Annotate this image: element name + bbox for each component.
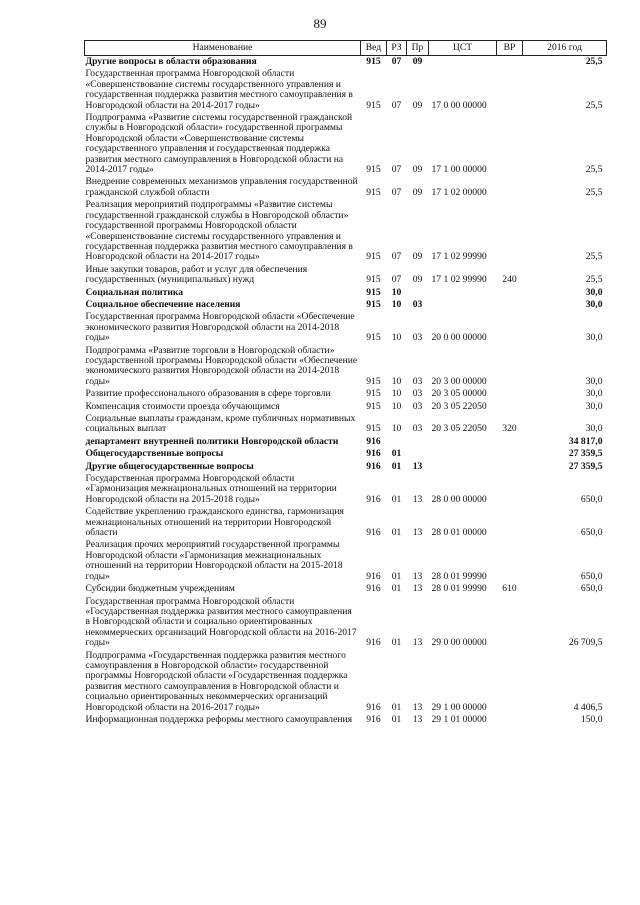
table-row <box>85 583 607 595</box>
budget-table <box>84 40 607 726</box>
cell-ved: 915 <box>366 251 381 263</box>
table-row <box>85 650 607 714</box>
cell-cst: 20 3 05 22050 <box>431 423 487 435</box>
cell-rz: 01 <box>391 527 402 539</box>
cell-rz: 01 <box>391 713 402 725</box>
cell-cst: 20 3 05 22050 <box>431 400 487 412</box>
cell-pr: 03 <box>412 298 423 310</box>
cell-rz: 10 <box>391 332 402 344</box>
cell-sum: 30,0 <box>585 332 603 344</box>
cell-pr: 13 <box>412 493 423 505</box>
cell-vr <box>497 299 523 311</box>
table-row <box>85 436 607 448</box>
cell-vr <box>497 539 523 583</box>
cell-rz: 10 <box>391 375 402 387</box>
cell-ved: 916 <box>366 435 381 447</box>
cell-name: Другие вопросы в области образования <box>85 56 257 67</box>
cell-name: Субсидии бюджетным учреждениям <box>85 583 235 595</box>
table-row <box>85 287 607 299</box>
header-pr: Пр <box>407 41 429 56</box>
cell-pr: 09 <box>412 99 423 111</box>
cell-rz: 07 <box>391 56 402 67</box>
cell-pr: 09 <box>412 164 423 176</box>
table-row <box>85 413 607 436</box>
cell-ved: 916 <box>366 583 381 595</box>
cell-name: Реализация прочих мероприятий государственной программы Новгородской области «Гармонизация межнациональных отношений на территории Новгородской области на 2015-2018 годы» <box>85 539 343 582</box>
cell-vr <box>497 311 523 344</box>
cell-sum: 650,0 <box>580 583 603 595</box>
cell-cst: 20 3 05 00000 <box>431 388 487 400</box>
cell-vr <box>497 112 523 176</box>
table-row <box>85 112 607 176</box>
cell-pr <box>407 436 429 448</box>
cell-name: Общегосударственные вопросы <box>85 448 224 460</box>
cell-pr: 13 <box>412 637 423 649</box>
cell-ved: 916 <box>366 701 381 713</box>
cell-pr: 13 <box>412 583 423 595</box>
cell-pr: 03 <box>412 332 423 344</box>
cell-rz: 01 <box>391 637 402 649</box>
cell-ved: 915 <box>366 286 381 298</box>
cell-ved: 916 <box>366 493 381 505</box>
cell-sum: 25,5 <box>585 99 603 111</box>
cell-cst <box>429 56 497 69</box>
cell-cst <box>429 299 497 311</box>
cell-sum: 25,5 <box>585 56 603 67</box>
cell-name: Содействие укреплению гражданского единства, гармонизация межнациональных отношений на территории Новгородской области <box>85 506 344 539</box>
cell-rz: 01 <box>391 570 402 582</box>
cell-sum: 34 817,0 <box>568 435 603 447</box>
cell-cst: 17 1 02 99990 <box>431 251 487 263</box>
cell-name: Социальные выплаты гражданам, кроме публичных нормативных социальных выплат <box>85 413 356 435</box>
cell-sum: 150,0 <box>580 713 603 725</box>
cell-ved: 916 <box>366 448 381 460</box>
cell-sum: 30,0 <box>585 375 603 387</box>
cell-pr: 03 <box>412 388 423 400</box>
cell-pr: 03 <box>412 423 423 435</box>
cell-rz: 01 <box>391 460 402 472</box>
cell-pr: 13 <box>412 713 423 725</box>
cell-ved: 915 <box>366 298 381 310</box>
cell-sum: 25,5 <box>585 164 603 176</box>
cell-cst <box>429 436 497 448</box>
cell-ved: 915 <box>366 56 381 67</box>
cell-vr <box>497 596 523 650</box>
cell-vr <box>497 345 523 389</box>
cell-rz: 07 <box>391 186 402 198</box>
cell-vr <box>497 287 523 299</box>
cell-rz: 10 <box>391 423 402 435</box>
cell-vr <box>497 68 523 112</box>
cell-ved: 915 <box>366 186 381 198</box>
cell-ved: 915 <box>366 375 381 387</box>
table-row <box>85 461 607 473</box>
cell-pr: 09 <box>412 274 423 286</box>
cell-ved: 915 <box>366 400 381 412</box>
cell-cst: 17 1 00 00000 <box>431 164 487 176</box>
cell-cst: 17 0 00 00000 <box>431 99 487 111</box>
cell-cst: 29 1 01 00000 <box>431 713 487 725</box>
cell-pr: 09 <box>412 251 423 263</box>
cell-name: Компенсация стоимости проезда обучающимся <box>85 400 280 412</box>
cell-sum: 25,5 <box>585 274 603 286</box>
cell-pr <box>407 287 429 299</box>
header-name: Наименование <box>85 41 361 56</box>
cell-ved: 916 <box>366 637 381 649</box>
table-row <box>85 448 607 460</box>
table-row <box>85 345 607 389</box>
table-row <box>85 539 607 583</box>
cell-name: Государственная программа Новгородской области «Совершенствование системы государственного управления и государственная поддержка развития местного самоуправления в Новгородской области на 2014-2017 годы» <box>85 68 353 111</box>
cell-rz: 01 <box>391 701 402 713</box>
cell-vr <box>497 436 523 448</box>
cell-ved: 916 <box>366 570 381 582</box>
cell-cst: 17 1 02 99990 <box>431 274 487 286</box>
header-year: 2016 год <box>523 41 607 56</box>
table-row <box>85 596 607 650</box>
cell-sum: 650,0 <box>580 570 603 582</box>
cell-cst: 28 0 01 00000 <box>431 527 487 539</box>
cell-sum: 27 359,5 <box>568 448 603 460</box>
cell-pr: 09 <box>412 56 423 67</box>
table-row <box>85 199 607 263</box>
header-ved: Вед <box>361 41 387 56</box>
table-row <box>85 264 607 287</box>
cell-vr: 610 <box>502 583 517 595</box>
cell-cst <box>429 448 497 460</box>
cell-cst <box>429 287 497 299</box>
cell-rz: 07 <box>391 251 402 263</box>
cell-ved: 915 <box>366 423 381 435</box>
cell-name: Подпрограмма «Государственная поддержка развития местного самоуправления в Новгородской области» государственной программы Новгородской области «Государственная поддержка развития местного самоуправления в Новгородской области и социально ориентированных некоммерческих организаций Новгородской области на 2016-2017 годы» <box>85 649 348 713</box>
cell-name: Подпрограмма «Развитие системы государственной гражданской службы в Новгородской области» государственной программы Новгородской области «Совершенствование системы государственного управления и государственная поддержка развития местного самоуправления в Новгородской области на 2014-2017 годы» <box>85 112 353 176</box>
cell-ved: 915 <box>366 388 381 400</box>
table-row <box>85 68 607 112</box>
cell-vr: 240 <box>502 274 517 286</box>
cell-name: Развитие профессионального образования в сфере торговли <box>85 388 331 400</box>
cell-pr: 13 <box>412 527 423 539</box>
cell-cst: 28 0 00 00000 <box>431 493 487 505</box>
table-row <box>85 388 607 400</box>
cell-ved: 915 <box>366 332 381 344</box>
cell-vr <box>497 401 523 413</box>
cell-vr <box>497 56 523 69</box>
cell-rz: 10 <box>391 298 402 310</box>
cell-ved: 916 <box>366 527 381 539</box>
table-row <box>85 506 607 539</box>
cell-cst: 28 0 01 99990 <box>431 570 487 582</box>
cell-cst: 20 0 00 00000 <box>431 332 487 344</box>
cell-rz: 10 <box>391 400 402 412</box>
page-number: 89 <box>313 16 327 31</box>
cell-vr <box>497 388 523 400</box>
cell-sum: 30,0 <box>585 286 603 298</box>
cell-name: Государственная программа Новгородской области «Обеспечение экономического развития Новгородской области на 2014-2018 годы» <box>85 311 355 344</box>
cell-vr <box>497 506 523 539</box>
table-row <box>85 473 607 506</box>
table-row <box>85 714 607 726</box>
cell-vr <box>497 176 523 199</box>
cell-cst: 28 0 01 99990 <box>431 583 487 595</box>
cell-ved: 916 <box>366 460 381 472</box>
cell-rz: 01 <box>391 583 402 595</box>
cell-pr: 03 <box>412 375 423 387</box>
header-rz: РЗ <box>387 41 407 56</box>
cell-rz: 07 <box>391 274 402 286</box>
cell-name: Социальная политика <box>85 286 184 298</box>
cell-name: Государственная программа Новгородской области «Гармонизация межнациональных отношений на территории Новгородской области на 2015-2018 годы» <box>85 473 337 505</box>
cell-sum: 650,0 <box>580 527 603 539</box>
cell-rz: 10 <box>391 286 402 298</box>
cell-sum: 650,0 <box>580 493 603 505</box>
cell-ved: 915 <box>366 99 381 111</box>
cell-cst: 20 3 00 00000 <box>431 375 487 387</box>
table-header <box>85 41 607 56</box>
cell-rz: 07 <box>391 164 402 176</box>
cell-cst: 17 1 02 00000 <box>431 186 487 198</box>
cell-name: Информационная поддержка реформы местного самоуправления <box>85 713 353 725</box>
cell-ved: 915 <box>366 274 381 286</box>
cell-pr: 03 <box>412 400 423 412</box>
table-row <box>85 56 607 69</box>
cell-pr: 09 <box>412 186 423 198</box>
table-row <box>85 311 607 344</box>
cell-sum: 30,0 <box>585 388 603 400</box>
cell-sum: 4 406,5 <box>573 701 603 713</box>
cell-name: Подпрограмма «Развитие торговли в Новгородской области» государственной программы Новгородской области «Обеспечение экономического развития Новгородской области на 2014-2018 годы» <box>85 344 358 387</box>
cell-ved: 915 <box>366 164 381 176</box>
cell-rz: 01 <box>391 493 402 505</box>
cell-vr: 320 <box>502 423 517 435</box>
cell-cst: 29 1 00 00000 <box>431 701 487 713</box>
cell-vr <box>497 473 523 506</box>
cell-pr: 13 <box>412 570 423 582</box>
cell-vr <box>497 199 523 263</box>
cell-sum: 30,0 <box>585 423 603 435</box>
cell-vr <box>497 448 523 460</box>
cell-name: Внедрение современных механизмов управления государственной гражданской службой области <box>85 176 358 198</box>
cell-pr: 13 <box>412 701 423 713</box>
table-row <box>85 401 607 413</box>
cell-rz: 10 <box>391 388 402 400</box>
cell-sum: 30,0 <box>585 298 603 310</box>
cell-pr: 13 <box>412 460 423 472</box>
cell-name: департамент внутренней политики Новгородской области <box>85 435 339 447</box>
cell-sum: 25,5 <box>585 186 603 198</box>
cell-rz: 01 <box>391 448 402 460</box>
cell-sum: 26 709,5 <box>568 637 603 649</box>
header-cst: ЦСТ <box>429 41 497 56</box>
cell-vr <box>497 461 523 473</box>
cell-vr <box>497 714 523 726</box>
table-body <box>85 56 607 727</box>
cell-rz <box>387 436 407 448</box>
cell-name: Государственная программа Новгородской области «Государственная поддержка развития местного самоуправления в Новгородской области и социально ориентированных некоммерческих организаций Новгородской области на 2016-2017 годы» <box>85 595 357 649</box>
cell-sum: 27 359,5 <box>568 460 603 472</box>
cell-pr <box>407 448 429 460</box>
table-row <box>85 176 607 199</box>
cell-name: Реализация мероприятий подпрограммы «Развитие системы государственной гражданской службы в Новгородской области» государственной программы Новгородской области «Совершенствование системы государственного управления и государственная поддержка развития местного самоуправления в Новгородской области на 2014-2017 годы» <box>85 199 353 263</box>
table-row <box>85 299 607 311</box>
cell-vr <box>497 650 523 714</box>
header-vr: ВР <box>497 41 523 56</box>
cell-ved: 916 <box>366 713 381 725</box>
cell-name: Иные закупки товаров, работ и услуг для обеспечения государственных (муниципальных) нужд <box>85 263 308 286</box>
cell-cst: 29 0 00 00000 <box>431 637 487 649</box>
cell-name: Социальное обеспечение населения <box>85 298 241 310</box>
cell-rz: 07 <box>391 99 402 111</box>
cell-name: Другие общегосударственные вопросы <box>85 460 254 472</box>
cell-cst <box>429 461 497 473</box>
cell-sum: 25,5 <box>585 251 603 263</box>
cell-sum: 30,0 <box>585 400 603 412</box>
